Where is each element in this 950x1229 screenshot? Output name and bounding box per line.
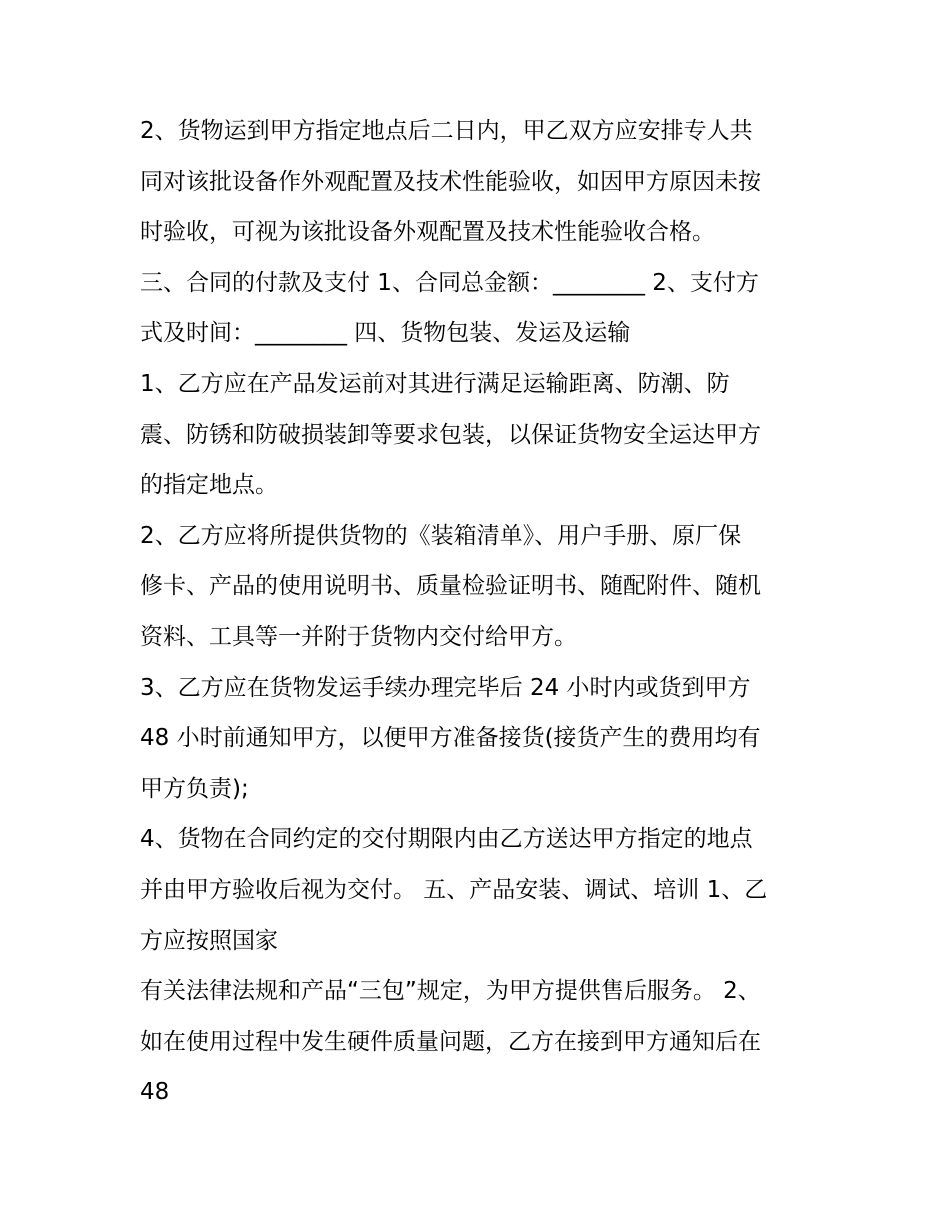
text-line: 48 — [140, 1079, 170, 1106]
text-line: 甲方负责); — [140, 775, 249, 802]
text-line: 2、乙方应将所提供货物的《装箱清单》、用户手册、原厂保 — [140, 522, 742, 549]
document-body — [140, 106, 830, 1118]
text-line: 修卡、产品的使用说明书、质量检验证明书、随配附件、随机 — [140, 573, 761, 600]
text-line: 三、合同的付款及支付 1、合同总金额：________ 2、支付方 — [140, 269, 759, 296]
text-line: 式及时间：________ 四、货物包装、发运及运输 — [140, 320, 631, 347]
text-line: 震、防锈和防破损装卸等要求包装，以保证货物安全运达甲方 — [140, 421, 761, 448]
text-line: 1、乙方应在产品发运前对其进行满足运输距离、防潮、防 — [140, 370, 730, 397]
text-line: 48 小时前通知甲方，以便甲方准备接货(接货产生的费用均有 — [140, 725, 761, 752]
text-line: 的指定地点。 — [140, 472, 278, 499]
text-line: 2、货物运到甲方指定地点后二日内，甲乙双方应安排专人共 — [140, 118, 753, 144]
text-line: 时验收，可视为该批设备外观配置及技术性能验收合格。 — [140, 219, 715, 246]
text-line: 有关法律法规和产品“三包”规定，为甲方提供售后服务。 2、 — [140, 978, 761, 1005]
text-line: 并由甲方验收后视为交付。 五、产品安装、调试、培训 1、乙 — [140, 876, 768, 903]
text-line: 方应按照国家 — [140, 927, 278, 954]
text-line: 同对该批设备作外观配置及技术性能验收，如因甲方原因未按 — [140, 168, 761, 195]
text-line: 如在使用过程中发生硬件质量问题，乙方在接到甲方通知后在 — [140, 1028, 761, 1055]
text-line: 4、货物在合同约定的交付期限内由乙方送达甲方指定的地点 — [140, 826, 753, 853]
text-line: 3、乙方应在货物发运手续办理完毕后 24 小时内或货到甲方 — [140, 674, 751, 701]
text-line: 资料、工具等一并附于货物内交付给甲方。 — [140, 623, 577, 650]
